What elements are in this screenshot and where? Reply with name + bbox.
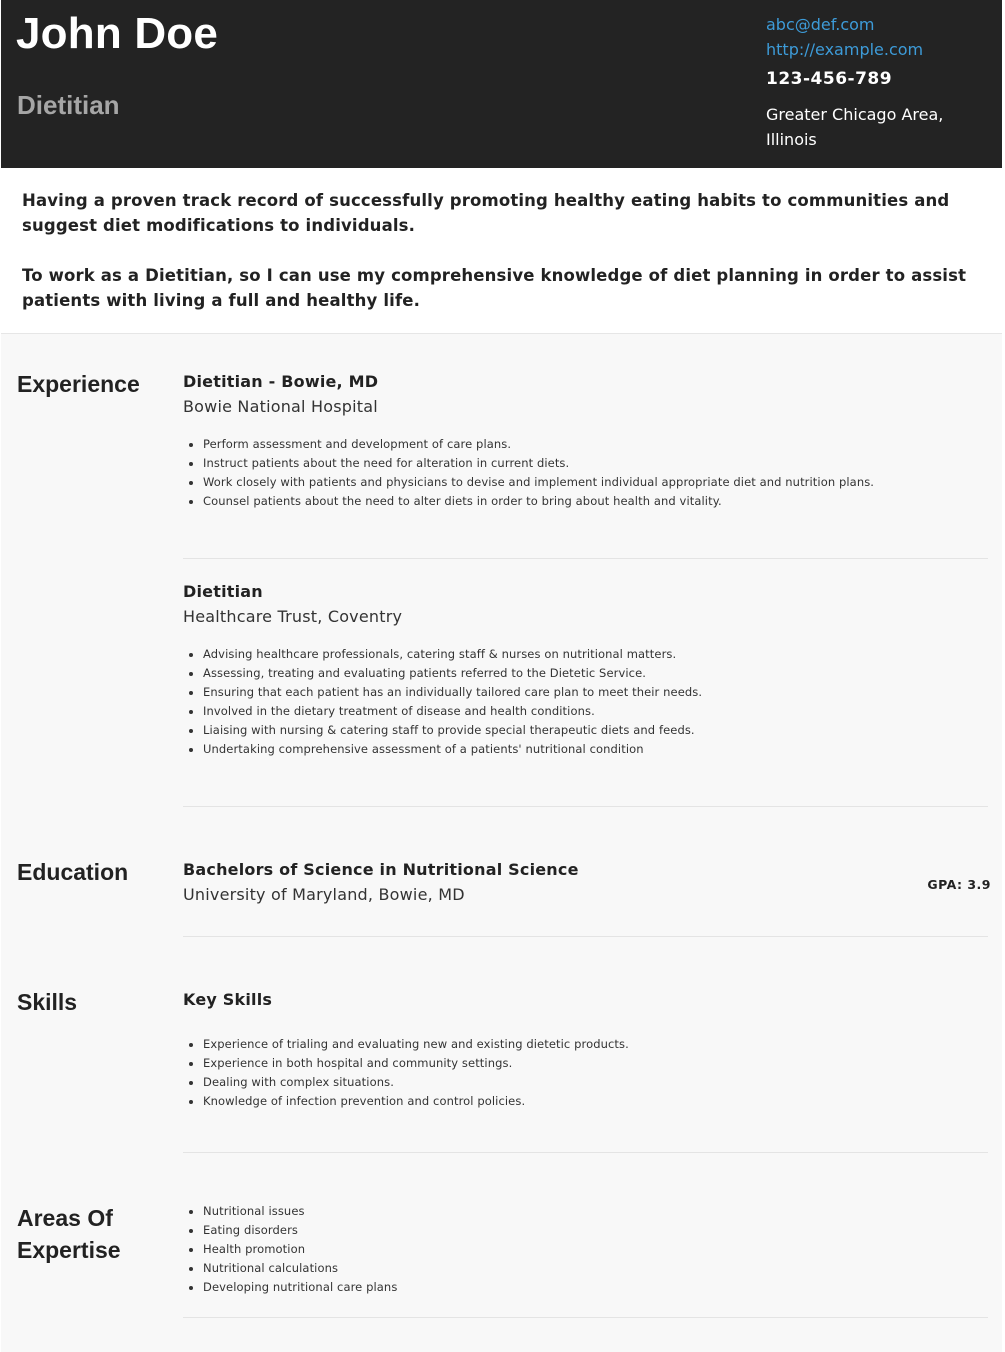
- phone-number: 123-456-789: [766, 69, 893, 89]
- list-item: • Counsel patients about the need to alter diets in order to bring about health and vitality.: [203, 492, 988, 511]
- skills-heading: Skills: [17, 989, 78, 1015]
- resume-page: [1, 0, 1002, 1352]
- list-item: • Developing nutritional care plans: [203, 1278, 988, 1297]
- list-item: • Dealing with complex situations.: [203, 1073, 988, 1092]
- divider: [183, 936, 988, 937]
- list-item: • Health promotion: [203, 1240, 988, 1259]
- list-item: • Instruct patients about the need for alteration in current diets.: [203, 454, 988, 473]
- location: [766, 102, 996, 152]
- list-item: • Knowledge of infection prevention and control policies.: [203, 1092, 988, 1111]
- expertise-heading-line-2: Expertise: [17, 1237, 121, 1263]
- job-employer: Healthcare Trust, Coventry: [183, 607, 403, 626]
- experience-heading: Experience: [17, 371, 140, 397]
- location-line-1: Greater Chicago Area,: [766, 105, 944, 124]
- list-item: • Work closely with patients and physicians to devise and implement individual appropriate diet and nutrition plans.: [203, 473, 988, 492]
- job-entry-2: [183, 579, 988, 759]
- summary-paragraph-1: Having a proven track record of successfully promoting healthy eating habits to communities and suggest diet modifications to individuals.: [22, 191, 950, 235]
- skills-entry: [183, 987, 988, 1111]
- gpa: GPA: 3.9: [927, 877, 991, 892]
- job-duties-list: [183, 435, 988, 511]
- education-entry: [183, 857, 991, 907]
- list-item: • Perform assessment and development of care plans.: [203, 435, 988, 454]
- job-duties-list: [183, 645, 988, 759]
- list-item: • Nutritional calculations: [203, 1259, 988, 1278]
- job-entry-1: [183, 369, 988, 511]
- list-item: • Assessing, treating and evaluating patients referred to the Dietetic Service.: [203, 664, 988, 683]
- job-employer: Bowie National Hospital: [183, 397, 378, 416]
- divider: [183, 558, 988, 559]
- summary-section: [1, 168, 1002, 334]
- education-heading: Education: [17, 859, 129, 885]
- divider: [183, 1317, 988, 1318]
- expertise-list: [183, 1202, 988, 1297]
- website-link[interactable]: http://example.com: [766, 40, 924, 59]
- job-title: Dietitian: [183, 582, 263, 601]
- skills-subheading: Key Skills: [183, 990, 273, 1009]
- list-item: • Experience of trialing and evaluating new and existing dietetic products.: [203, 1035, 988, 1054]
- list-item: • Ensuring that each patient has an individually tailored care plan to meet their needs.: [203, 683, 988, 702]
- list-item: • Involved in the dietary treatment of disease and health conditions.: [203, 702, 988, 721]
- resume-header: [1, 0, 1002, 168]
- divider: [183, 1152, 988, 1153]
- candidate-role: Dietitian: [17, 90, 120, 120]
- job-title: Dietitian - Bowie, MD: [183, 372, 379, 391]
- list-item: • Experience in both hospital and community settings.: [203, 1054, 988, 1073]
- contact-block: [766, 12, 996, 152]
- list-item: • Eating disorders: [203, 1221, 988, 1240]
- divider: [183, 806, 988, 807]
- expertise-heading: [17, 1202, 121, 1266]
- degree-title: Bachelors of Science in Nutritional Science: [183, 860, 579, 879]
- summary-paragraph-2: To work as a Dietitian, so I can use my comprehensive knowledge of diet planning in order to assist patients with living a full and healthy life.: [22, 266, 967, 310]
- location-line-2: Illinois: [766, 130, 817, 149]
- school-name: University of Maryland, Bowie, MD: [183, 885, 465, 904]
- list-item: • Advising healthcare professionals, catering staff & nurses on nutritional matters.: [203, 645, 988, 664]
- candidate-name: John Doe: [16, 9, 219, 58]
- list-item: • Undertaking comprehensive assessment of a patients' nutritional condition: [203, 740, 988, 759]
- expertise-heading-line-1: Areas Of: [17, 1205, 113, 1231]
- skills-list: [183, 1035, 988, 1111]
- list-item: • Nutritional issues: [203, 1202, 988, 1221]
- expertise-entry: [183, 1202, 988, 1297]
- list-item: • Liaising with nursing & catering staff to provide special therapeutic diets and feeds.: [203, 721, 988, 740]
- email-link[interactable]: abc@def.com: [766, 15, 875, 34]
